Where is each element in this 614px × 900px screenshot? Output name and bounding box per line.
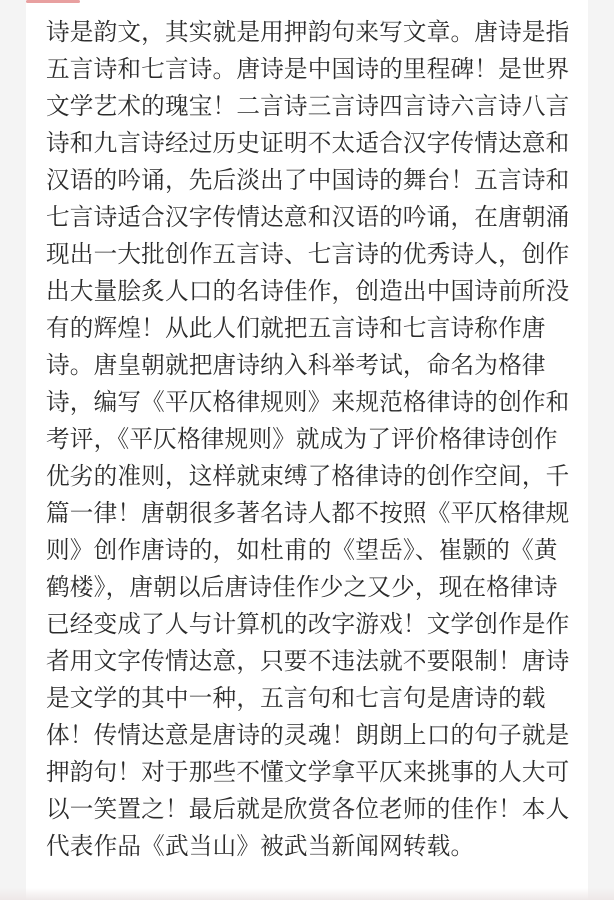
article-line: 以一笑置之！最后就是欣赏各位老师的佳作！本人 [46, 795, 570, 823]
article-line: 诗。唐皇朝就把唐诗纳入科举考试，命名为格律 [46, 351, 546, 379]
article-line: 诗，编写《平仄格律规则》来规范格律诗的创作和 [46, 388, 570, 416]
article-line: 体！传情达意是唐诗的灵魂！朗朗上口的句子就是 [46, 721, 570, 749]
article-line: 七言诗适合汉字传情达意和汉语的吟诵，在唐朝涌 [46, 203, 570, 231]
article-line: 优劣的准则，这样就束缚了格律诗的创作空间，千 [46, 462, 570, 490]
article-line: 已经变成了人与计算机的改字游戏！文学创作是作 [46, 610, 570, 638]
article-line: 是文学的其中一种，五言句和七言句是唐诗的载 [46, 684, 546, 712]
article-line: 则》创作唐诗的，如杜甫的《望岳》、崔颢的《黄 [46, 536, 558, 564]
article-body [46, 14, 586, 865]
article-line: 押韵句！对于那些不懂文学拿平仄来挑事的人大可 [46, 758, 570, 786]
article-line: 者用文字传情达意，只要不违法就不要限制！唐诗 [46, 647, 570, 675]
article-line: 诗是韵文，其实就是用押韵句来写文章。唐诗是指 [46, 18, 570, 46]
article-line: 出大量脍炙人口的名诗佳作，创造出中国诗前所没 [46, 277, 570, 305]
article-line: 汉语的吟诵，先后淡出了中国诗的舞台！五言诗和 [46, 166, 570, 194]
article-line: 诗和九言诗经过历史证明不太适合汉字传情达意和 [46, 129, 570, 157]
article-line: 五言诗和七言诗。唐诗是中国诗的里程碑！是世界 [46, 55, 570, 83]
article-line: 篇一律！唐朝很多著名诗人都不按照《平仄格律规 [46, 499, 570, 527]
bottom-edge-shadow [0, 888, 614, 900]
article-line: 鹤楼》，唐朝以后唐诗佳作少之又少，现在格律诗 [46, 573, 558, 601]
top-accent-bar [26, 0, 80, 3]
article-line: 代表作品《武当山》被武当新闻网转载。 [46, 832, 475, 860]
article-line: 文学艺术的瑰宝！二言诗三言诗四言诗六言诗八言 [46, 92, 570, 120]
article-line: 现出一大批创作五言诗、七言诗的优秀诗人，创作 [46, 240, 570, 268]
article-line: 有的辉煌！从此人们就把五言诗和七言诗称作唐 [46, 314, 546, 342]
article-line: 考评，《平仄格律规则》就成为了评价格律诗创作 [46, 425, 558, 453]
